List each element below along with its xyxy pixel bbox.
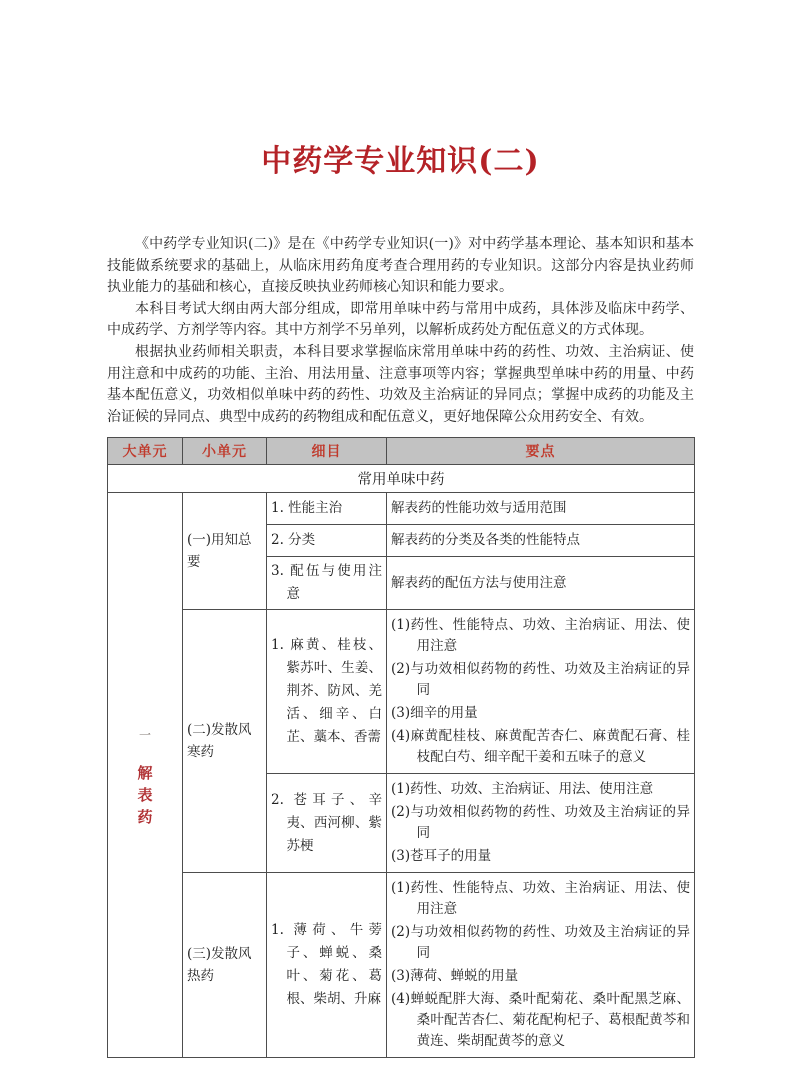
intro-paragraph-3: 根据执业药师相关职责，本科目要求掌握临床常用单味中药的药性、功效、主治病证、使用注意和中成药的功能、主治、用法用量、注意事项等内容；掌握典型单味中药的用量、中药基本配伍意义，功效相似单味中药的药性、功效及主治病证的异同点；掌握中成药的功能及主治证候的异同点、典型中成药的药物组成和配伍意义，更好地保障公众用药安全、有效。 — [107, 343, 694, 425]
table-row — [108, 610, 695, 774]
point-line: (1)药性、性能特点、功效、主治病证、用法、使用注意 — [391, 880, 690, 918]
point-line: 解表药的配伍方法与使用注意 — [391, 574, 567, 591]
table-section-row — [108, 465, 695, 493]
unit-number: 一 — [138, 727, 151, 742]
unit-cell — [108, 493, 183, 1058]
intro-paragraph-2: 本科目考试大纲由两大部分组成，即常用单味中药与常用中成药，具体涉及临床中药学、中成药学、方剂学等内容。其中方剂学不另单列，以解析成药处方配伍意义的方式体现。 — [107, 300, 694, 339]
point-line: (3)薄荷、蝉蜕的用量 — [391, 968, 519, 985]
point-line: (1)药性、功效、主治病证、用法、使用注意 — [391, 781, 654, 798]
unit-name-char: 药 — [137, 807, 153, 826]
point-line: (1)药性、性能特点、功效、主治病证、用法、使用注意 — [391, 617, 690, 655]
unit-name-char: 表 — [137, 785, 153, 804]
item-text: 1. 麻黄、桂枝、紫苏叶、生姜、荆芥、防风、羌活、细辛、白芷、藁本、香薷 — [271, 637, 382, 746]
column-header-points: 要点 — [387, 438, 695, 465]
point-line: (2)与功效相似药物的药性、功效及主治病证的异同 — [391, 924, 690, 962]
table-header-row — [108, 438, 695, 465]
table-row — [108, 493, 695, 525]
item-text: 2. 分类 — [271, 532, 316, 549]
point-line: 解表药的性能功效与适用范围 — [391, 500, 567, 517]
item-cell — [267, 493, 387, 525]
item-cell — [267, 525, 387, 557]
item-text: 1. 性能主治 — [271, 500, 343, 517]
subunit-cell: (二)发散风寒药 — [183, 610, 267, 873]
point-line: (4)麻黄配桂枝、麻黄配苦杏仁、麻黄配石膏、桂枝配白芍、细辛配干姜和五味子的意义 — [391, 728, 690, 766]
column-header-item: 细目 — [267, 438, 387, 465]
item-text: 2. 苍耳子、辛夷、西河柳、紫苏梗 — [271, 791, 382, 854]
item-cell — [267, 557, 387, 610]
subunit-cell: (一)用知总要 — [183, 493, 267, 610]
column-header-subunit: 小单元 — [183, 438, 267, 465]
item-text: 1. 薄荷、牛蒡子、蝉蜕、桑叶、菊花、葛根、柴胡、升麻 — [271, 922, 382, 1008]
points-cell — [387, 525, 695, 557]
point-line: (3)细辛的用量 — [391, 705, 478, 722]
points-cell — [387, 493, 695, 525]
point-line: (2)与功效相似药物的药性、功效及主治病证的异同 — [391, 804, 690, 842]
point-line: 解表药的分类及各类的性能特点 — [391, 532, 580, 549]
points-cell — [387, 774, 695, 873]
intro-paragraph-1: 《中药学专业知识(二)》是在《中药学专业知识(一)》对中药学基本理论、基本知识和基本技能做系统要求的基础上，从临床用药角度考查合理用药的专业知识。这部分内容是执业药师执业能力的基础和核心，直接反映执业药师核心知识和能力要求。 — [107, 236, 694, 296]
point-line: (2)与功效相似药物的药性、功效及主治病证的异同 — [391, 661, 690, 699]
exam-outline-table — [107, 437, 695, 1058]
section-label: 常用单味中药 — [108, 465, 695, 493]
unit-vertical-label — [112, 726, 178, 825]
unit-name-char: 解 — [137, 763, 153, 782]
page-title: 中药学专业知识(二) — [261, 144, 540, 179]
points-cell — [387, 873, 695, 1058]
subunit-cell: (三)发散风热药 — [183, 873, 267, 1058]
points-cell — [387, 557, 695, 610]
column-header-unit: 大单元 — [108, 438, 183, 465]
item-cell — [267, 774, 387, 873]
table-row — [108, 873, 695, 1058]
item-text: 3. 配伍与使用注意 — [271, 563, 382, 603]
points-cell — [387, 610, 695, 774]
intro-section — [107, 234, 694, 428]
point-line: (4)蝉蜕配胖大海、桑叶配菊花、桑叶配黑芝麻、桑叶配苦杏仁、菊花配枸杞子、葛根配黄芩和黄连、柴胡配黄芩的意义 — [391, 991, 690, 1050]
item-cell — [267, 873, 387, 1058]
item-cell — [267, 610, 387, 774]
point-line: (3)苍耳子的用量 — [391, 848, 492, 865]
